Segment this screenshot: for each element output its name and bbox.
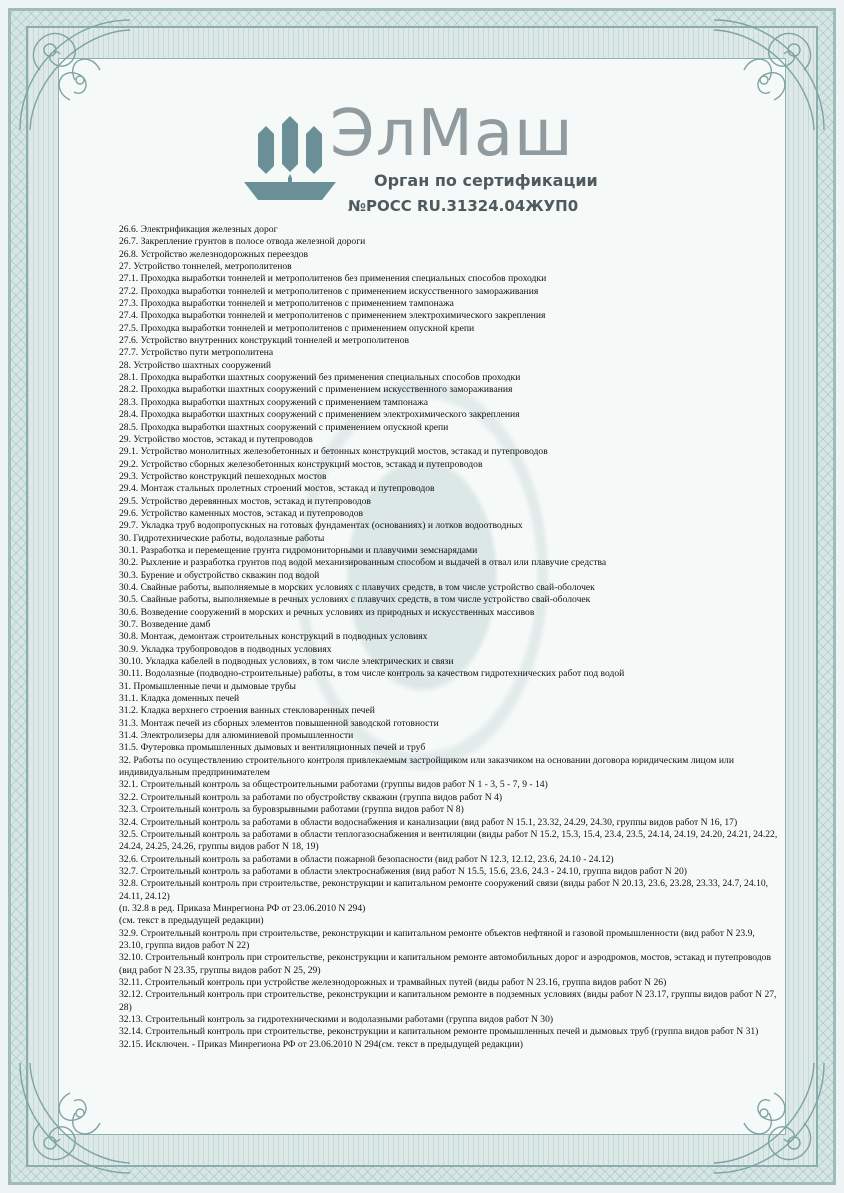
document-line: 30.6. Возведение сооружений в морских и речных условиях из природных и искусственных массивов bbox=[119, 606, 535, 618]
document-line: (п. 32.8 в ред. Приказа Минрегиона РФ от 23.06.2010 N 294) bbox=[119, 902, 366, 914]
brand-name: ЭлМаш bbox=[330, 97, 574, 171]
document-line: 30.9. Укладка трубопроводов в подводных условиях bbox=[119, 643, 332, 655]
document-line: 29.6. Устройство каменных мостов, эстакад и путепроводов bbox=[119, 507, 364, 519]
document-line: 31.2. Кладка верхнего строения ванных стекловаренных печей bbox=[119, 705, 375, 717]
document-line: 26.6. Электрификация железных дорог bbox=[119, 224, 278, 235]
document-line: 30.3. Бурение и обустройство скважин под водой bbox=[119, 569, 320, 581]
document-line: 32.4. Строительный контроль за работами в области водоснабжения и канализации (вид работ N 15.1, 23.32, 24.29, 24.30, группы видов работ N 16, 17) bbox=[119, 816, 738, 828]
document-line: 31.1. Кладка доменных печей bbox=[119, 693, 240, 705]
document-line: 32.2. Строительный контроль за работами по обустройству скважин (группа видов работ N 4) bbox=[119, 791, 503, 803]
document-line: 29.3. Устройство конструкций пешеходных мостов bbox=[119, 470, 327, 482]
document-line: 32.12. Строительный контроль при строительстве, реконструкции и капитальном ремонте в подземных условиях (виды работ N 23.17, группы видов работ N 27, 28) bbox=[119, 989, 777, 1013]
document-line: 29.7. Укладка труб водопропускных на готовых фундаментах (основаниях) и лотков водоотводных bbox=[119, 520, 523, 532]
document-line: 28.3. Проходка выработки шахтных сооружений с применением тампонажа bbox=[119, 396, 429, 408]
document-line: 28.1. Проходка выработки шахтных сооружений без применения специальных способов проходки bbox=[119, 372, 521, 384]
document-line: 32.6. Строительный контроль за работами в области пожарной безопасности (вид работ N 12.3, 12.12, 23.6, 24.10 - 24.12) bbox=[119, 853, 614, 865]
registration-number: №РОСС RU.31324.04ЖУП0 bbox=[348, 197, 579, 215]
document-line: 29. Устройство мостов, эстакад и путепроводов bbox=[119, 433, 313, 445]
document-line: 27.4. Проходка выработки тоннелей и метрополитенов с применением электрохимического закрепления bbox=[119, 310, 546, 322]
document-line: 32.7. Строительный контроль за работами в области электроснабжения (вид работ N 15.5, 15.6, 23.6, 24.3 - 24.10, группа видов работ N 20) bbox=[119, 865, 687, 877]
corner-ornament-icon bbox=[10, 10, 140, 140]
document-line: 27.5. Проходка выработки тоннелей и метрополитенов с применением опускной крепи bbox=[119, 322, 475, 334]
document-line: 27. Устройство тоннелей, метрополитенов bbox=[119, 261, 292, 273]
document-line: 29.1. Устройство монолитных железобетонных и бетонных конструкций мостов, эстакад и путепроводов bbox=[119, 446, 548, 458]
document-line: 32.11. Строительный контроль при устройстве железнодорожных и трамвайных путей (виды работ N 23.16, группа видов работ N 26) bbox=[119, 976, 667, 988]
document-line: 32. Работы по осуществлению строительного контроля привлекаемым застройщиком или заказчиком на основании договора юридическим лицом или индивидуальным предпринимателем bbox=[119, 754, 734, 779]
corner-ornament-icon bbox=[704, 1053, 834, 1183]
document-line: 30.2. Рыхление и разработка грунтов под водой механизированным способом и выдачей в отвал или плавучие средства bbox=[119, 557, 607, 569]
document-line: 32.3. Строительный контроль за буровзрывными работами (группа видов работ N 8) bbox=[119, 804, 464, 816]
document-line: 31.5. Футеровка промышленных дымовых и вентиляционных печей и труб bbox=[119, 742, 426, 754]
document-line: 32.8. Строительный контроль при строительстве, реконструкции и капитальном ремонте сооружений связи (виды работ N 20.13, 23.6, 23.28, 23.33, 24.7, 24.10, 24.11, 24.12) bbox=[119, 878, 769, 902]
brand-subtitle: Орган по сертификации bbox=[374, 171, 598, 190]
document-line: 27.7. Устройство пути метрополитена bbox=[119, 347, 274, 359]
corner-ornament-icon bbox=[10, 1053, 140, 1183]
document-line: 32.15. Исключен. - Приказ Минрегиона РФ от 23.06.2010 N 294(см. текст в предыдущей редакции) bbox=[119, 1038, 524, 1050]
document-line: 28.2. Проходка выработки шахтных сооружений с применением искусственного замораживания bbox=[119, 384, 513, 396]
document-body bbox=[119, 224, 781, 1051]
document-line: 27.2. Проходка выработки тоннелей и метрополитенов с применением искусственного замораживания bbox=[119, 285, 539, 297]
document-line: 26.7. Закрепление грунтов в полосе отвода железной дороги bbox=[119, 236, 366, 248]
document-line: 32.13. Строительный контроль за гидротехническими и водолазными работами (группа видов работ N 30) bbox=[119, 1014, 554, 1025]
document-line: 29.2. Устройство сборных железобетонных конструкций мостов, эстакад и путепроводов bbox=[119, 458, 483, 470]
document-line: 31.4. Электролизеры для алюминиевой промышленности bbox=[119, 730, 354, 742]
document-line: 30.4. Свайные работы, выполняемые в морских условиях с плавучих средств, в том числе устройство свай-оболочек bbox=[119, 581, 595, 593]
document-line: 28.5. Проходка выработки шахтных сооружений с применением опускной крепи bbox=[119, 421, 449, 433]
document-line: 30.8. Монтаж, демонтаж строительных конструкций в подводных условиях bbox=[119, 631, 428, 643]
document-line: 30.11. Водолазные (подводно-строительные) работы, в том числе контроль за качеством гидротехнических работ под водой bbox=[119, 668, 625, 680]
document-line: 27.3. Проходка выработки тоннелей и метрополитенов с применением тампонажа bbox=[119, 298, 454, 310]
document-line: 30.7. Возведение дамб bbox=[119, 619, 211, 630]
document-line: 26.8. Устройство железнодорожных переездов bbox=[119, 248, 309, 260]
document-line: 28.4. Проходка выработки шахтных сооружений с применением электрохимического закрепления bbox=[119, 409, 520, 421]
document-line: 32.10. Строительный контроль при строительстве, реконструкции и капитальном ремонте автомобильных дорог и аэродромов, мостов, эстакад и путепроводов (вид работ N 23.35, группы видов работ N 25, 29) bbox=[119, 952, 772, 976]
document-line: 29.5. Устройство деревянных мостов, эстакад и путепроводов bbox=[119, 495, 371, 507]
document-line: 30.1. Разработка и перемещение грунта гидромониторными и плавучими земснарядами bbox=[119, 544, 478, 556]
document-line: 31. Промышленные печи и дымовые трубы bbox=[119, 680, 296, 692]
document-line: (см. текст в предыдущей редакции) bbox=[119, 915, 264, 927]
document-line: 32.5. Строительный контроль за работами в области теплогазоснабжения и вентиляции (виды работ N 15.2, 15.3, 15.4, 23.4, 23.5, 24.14, 24.19, 24.20, 24.21, 24.22, 24.24, 24.25, 24.26, группы видов работ N 18, 19) bbox=[119, 828, 778, 853]
corner-ornament-icon bbox=[704, 10, 834, 140]
document-line: 29.4. Монтаж стальных пролетных строений мостов, эстакад и путепроводов bbox=[119, 483, 435, 495]
document-line: 28. Устройство шахтных сооружений bbox=[119, 359, 271, 371]
document-line: 31.3. Монтаж печей из сборных элементов повышенной заводской готовности bbox=[119, 717, 439, 729]
logo-mark-icon bbox=[240, 112, 340, 204]
document-line: 30.5. Свайные работы, выполняемые в речных условиях с плавучих средств, в том числе устройство свай-оболочек bbox=[119, 594, 591, 606]
document-line: 27.6. Устройство внутренних конструкций тоннелей и метрополитенов bbox=[119, 335, 410, 347]
document-line: 30.10. Укладка кабелей в подводных условиях, в том числе электрических и связи bbox=[119, 656, 454, 668]
document-line: 32.9. Строительный контроль при строительстве, реконструкции и капитальном ремонте объектов нефтяной и газовой промышленности (вид работ N 23.9, 23.10, группа видов работ N 22) bbox=[119, 927, 755, 951]
document-line: 30. Гидротехнические работы, водолазные работы bbox=[119, 532, 325, 544]
document-line: 32.1. Строительный контроль за общестроительными работами (группы видов работ N 1 - 3, 5 - 7, 9 - 14) bbox=[119, 779, 548, 791]
document-line: 32.14. Строительный контроль при строительстве, реконструкции и капитальном ремонте промышленных печей и дымовых труб (группа видов работ N 31) bbox=[119, 1026, 759, 1038]
document-line: 27.1. Проходка выработки тоннелей и метрополитенов без применения специальных способов проходки bbox=[119, 273, 547, 285]
